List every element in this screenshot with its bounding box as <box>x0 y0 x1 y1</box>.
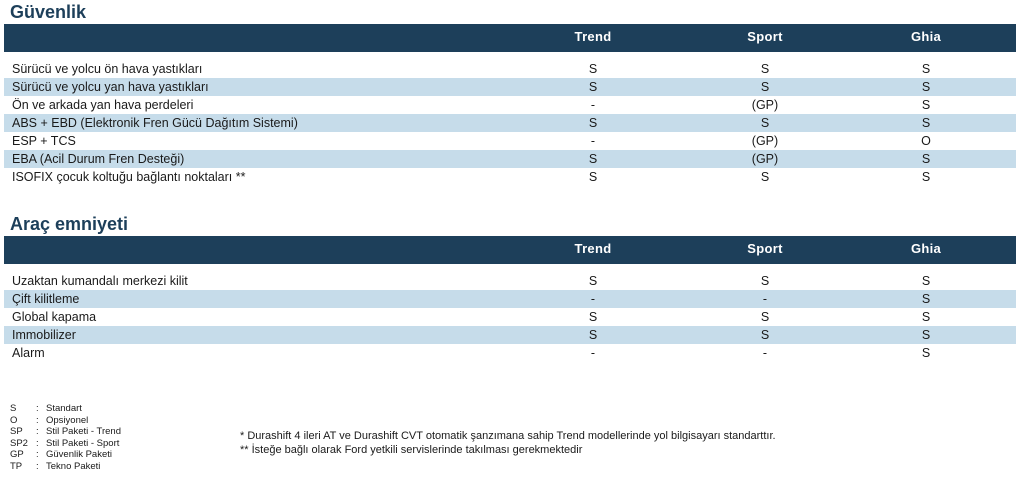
cell-ghia: S <box>921 98 931 112</box>
cell-sport: S <box>760 62 770 76</box>
table-body <box>4 272 1016 362</box>
cell-ghia: S <box>921 346 931 360</box>
table-row <box>4 78 1016 96</box>
cell-sport: S <box>760 80 770 94</box>
feature-label: Çift kilitleme <box>12 292 80 306</box>
column-header-trend: Trend <box>574 29 612 44</box>
column-header-sport: Sport <box>747 29 783 44</box>
table-row <box>4 132 1016 150</box>
section-title-arac-emniyeti: Araç emniyeti <box>10 214 129 234</box>
legend-text: Stil Paketi - Trend <box>46 426 121 437</box>
legend-code: SP2 <box>10 437 28 449</box>
legend-item <box>10 415 121 427</box>
cell-sport: S <box>760 116 770 130</box>
cell-sport: - <box>762 292 768 306</box>
cell-sport: (GP) <box>751 98 779 112</box>
section-title-guvenlik: Güvenlik <box>10 2 87 22</box>
legend-code: TP <box>10 460 23 472</box>
cell-ghia: S <box>921 80 931 94</box>
cell-sport: (GP) <box>751 152 779 166</box>
cell-ghia: S <box>921 116 931 130</box>
table-row <box>4 272 1016 290</box>
legend-item <box>10 403 121 415</box>
cell-trend: S <box>588 152 598 166</box>
legend-separator: : <box>36 403 39 414</box>
legend-text: Standart <box>46 403 82 414</box>
cell-sport: S <box>760 310 770 324</box>
column-header-ghia: Ghia <box>910 241 942 256</box>
feature-label: ESP + TCS <box>12 134 76 148</box>
cell-trend: S <box>588 116 598 130</box>
cell-trend: - <box>590 98 596 112</box>
cell-trend: - <box>590 134 596 148</box>
feature-label: Ön ve arkada yan hava perdeleri <box>12 98 194 112</box>
table-body <box>4 60 1016 186</box>
table-guvenlik <box>4 24 1016 186</box>
legend-separator: : <box>36 449 39 460</box>
cell-trend: S <box>588 328 598 342</box>
cell-trend: S <box>588 310 598 324</box>
cell-trend: S <box>588 170 598 184</box>
table-row <box>4 308 1016 326</box>
cell-ghia: S <box>921 274 931 288</box>
legend-item <box>10 461 121 473</box>
feature-label: Alarm <box>12 346 45 360</box>
table-row <box>4 114 1016 132</box>
legend-item <box>10 426 121 438</box>
table-header <box>4 236 1016 264</box>
legend-separator: : <box>36 426 39 437</box>
cell-ghia: S <box>921 170 931 184</box>
feature-label: Sürücü ve yolcu yan hava yastıkları <box>12 80 209 94</box>
cell-trend: - <box>590 292 596 306</box>
cell-ghia: S <box>921 310 931 324</box>
legend-text: Opsiyonel <box>46 414 89 426</box>
table-row <box>4 326 1016 344</box>
column-header-sport: Sport <box>747 241 783 256</box>
table-row <box>4 60 1016 78</box>
cell-sport: S <box>760 328 770 342</box>
cell-sport: - <box>762 346 768 360</box>
legend-item <box>10 438 121 450</box>
cell-ghia: S <box>921 62 931 76</box>
legend-separator: : <box>36 437 39 449</box>
cell-ghia: O <box>921 134 931 148</box>
cell-ghia: S <box>921 152 931 166</box>
legend-code: GP <box>10 449 24 460</box>
legend-text: Tekno Paketi <box>46 460 101 472</box>
legend-code: O <box>10 414 18 426</box>
legend-separator: : <box>36 414 39 426</box>
table-row <box>4 150 1016 168</box>
column-header-trend: Trend <box>574 241 612 256</box>
table-arac-emniyeti <box>4 236 1016 362</box>
feature-label: Uzaktan kumandalı merkezi kilit <box>12 274 188 288</box>
feature-label: Sürücü ve yolcu ön hava yastıkları <box>12 62 203 76</box>
table-row <box>4 344 1016 362</box>
legend-text: Stil Paketi - Sport <box>46 437 120 449</box>
cell-sport: (GP) <box>751 134 779 148</box>
legend-separator: : <box>36 460 39 472</box>
cell-trend: S <box>588 80 598 94</box>
legend <box>10 403 121 472</box>
table-row <box>4 168 1016 186</box>
cell-ghia: S <box>921 328 931 342</box>
feature-label: Immobilizer <box>12 328 76 342</box>
feature-label: Global kapama <box>12 310 97 324</box>
footnotes <box>240 429 776 457</box>
legend-text: Güvenlik Paketi <box>46 449 113 460</box>
footnote-2: ** İsteğe bağlı olarak Ford yetkili servislerinde takılması gerekmektedir <box>240 444 583 456</box>
feature-label: EBA (Acil Durum Fren Desteği) <box>12 152 185 166</box>
table-header <box>4 24 1016 52</box>
legend-code: SP <box>10 426 23 437</box>
legend-code: S <box>10 403 17 414</box>
footnote-1: * Durashift 4 ileri AT ve Durashift CVT otomatik şanzımana sahip Trend modellerinde yol bilgisayarı standarttır. <box>240 430 776 442</box>
cell-trend: S <box>588 274 598 288</box>
cell-trend: S <box>588 62 598 76</box>
table-row <box>4 96 1016 114</box>
cell-sport: S <box>760 170 770 184</box>
cell-sport: S <box>760 274 770 288</box>
column-header-ghia: Ghia <box>910 29 942 44</box>
feature-label: ISOFIX çocuk koltuğu bağlantı noktaları ** <box>12 170 246 184</box>
feature-label: ABS + EBD (Elektronik Fren Gücü Dağıtım Sistemi) <box>12 116 298 130</box>
legend-item <box>10 449 121 461</box>
cell-ghia: S <box>921 292 931 306</box>
cell-trend: - <box>590 346 596 360</box>
table-row <box>4 290 1016 308</box>
